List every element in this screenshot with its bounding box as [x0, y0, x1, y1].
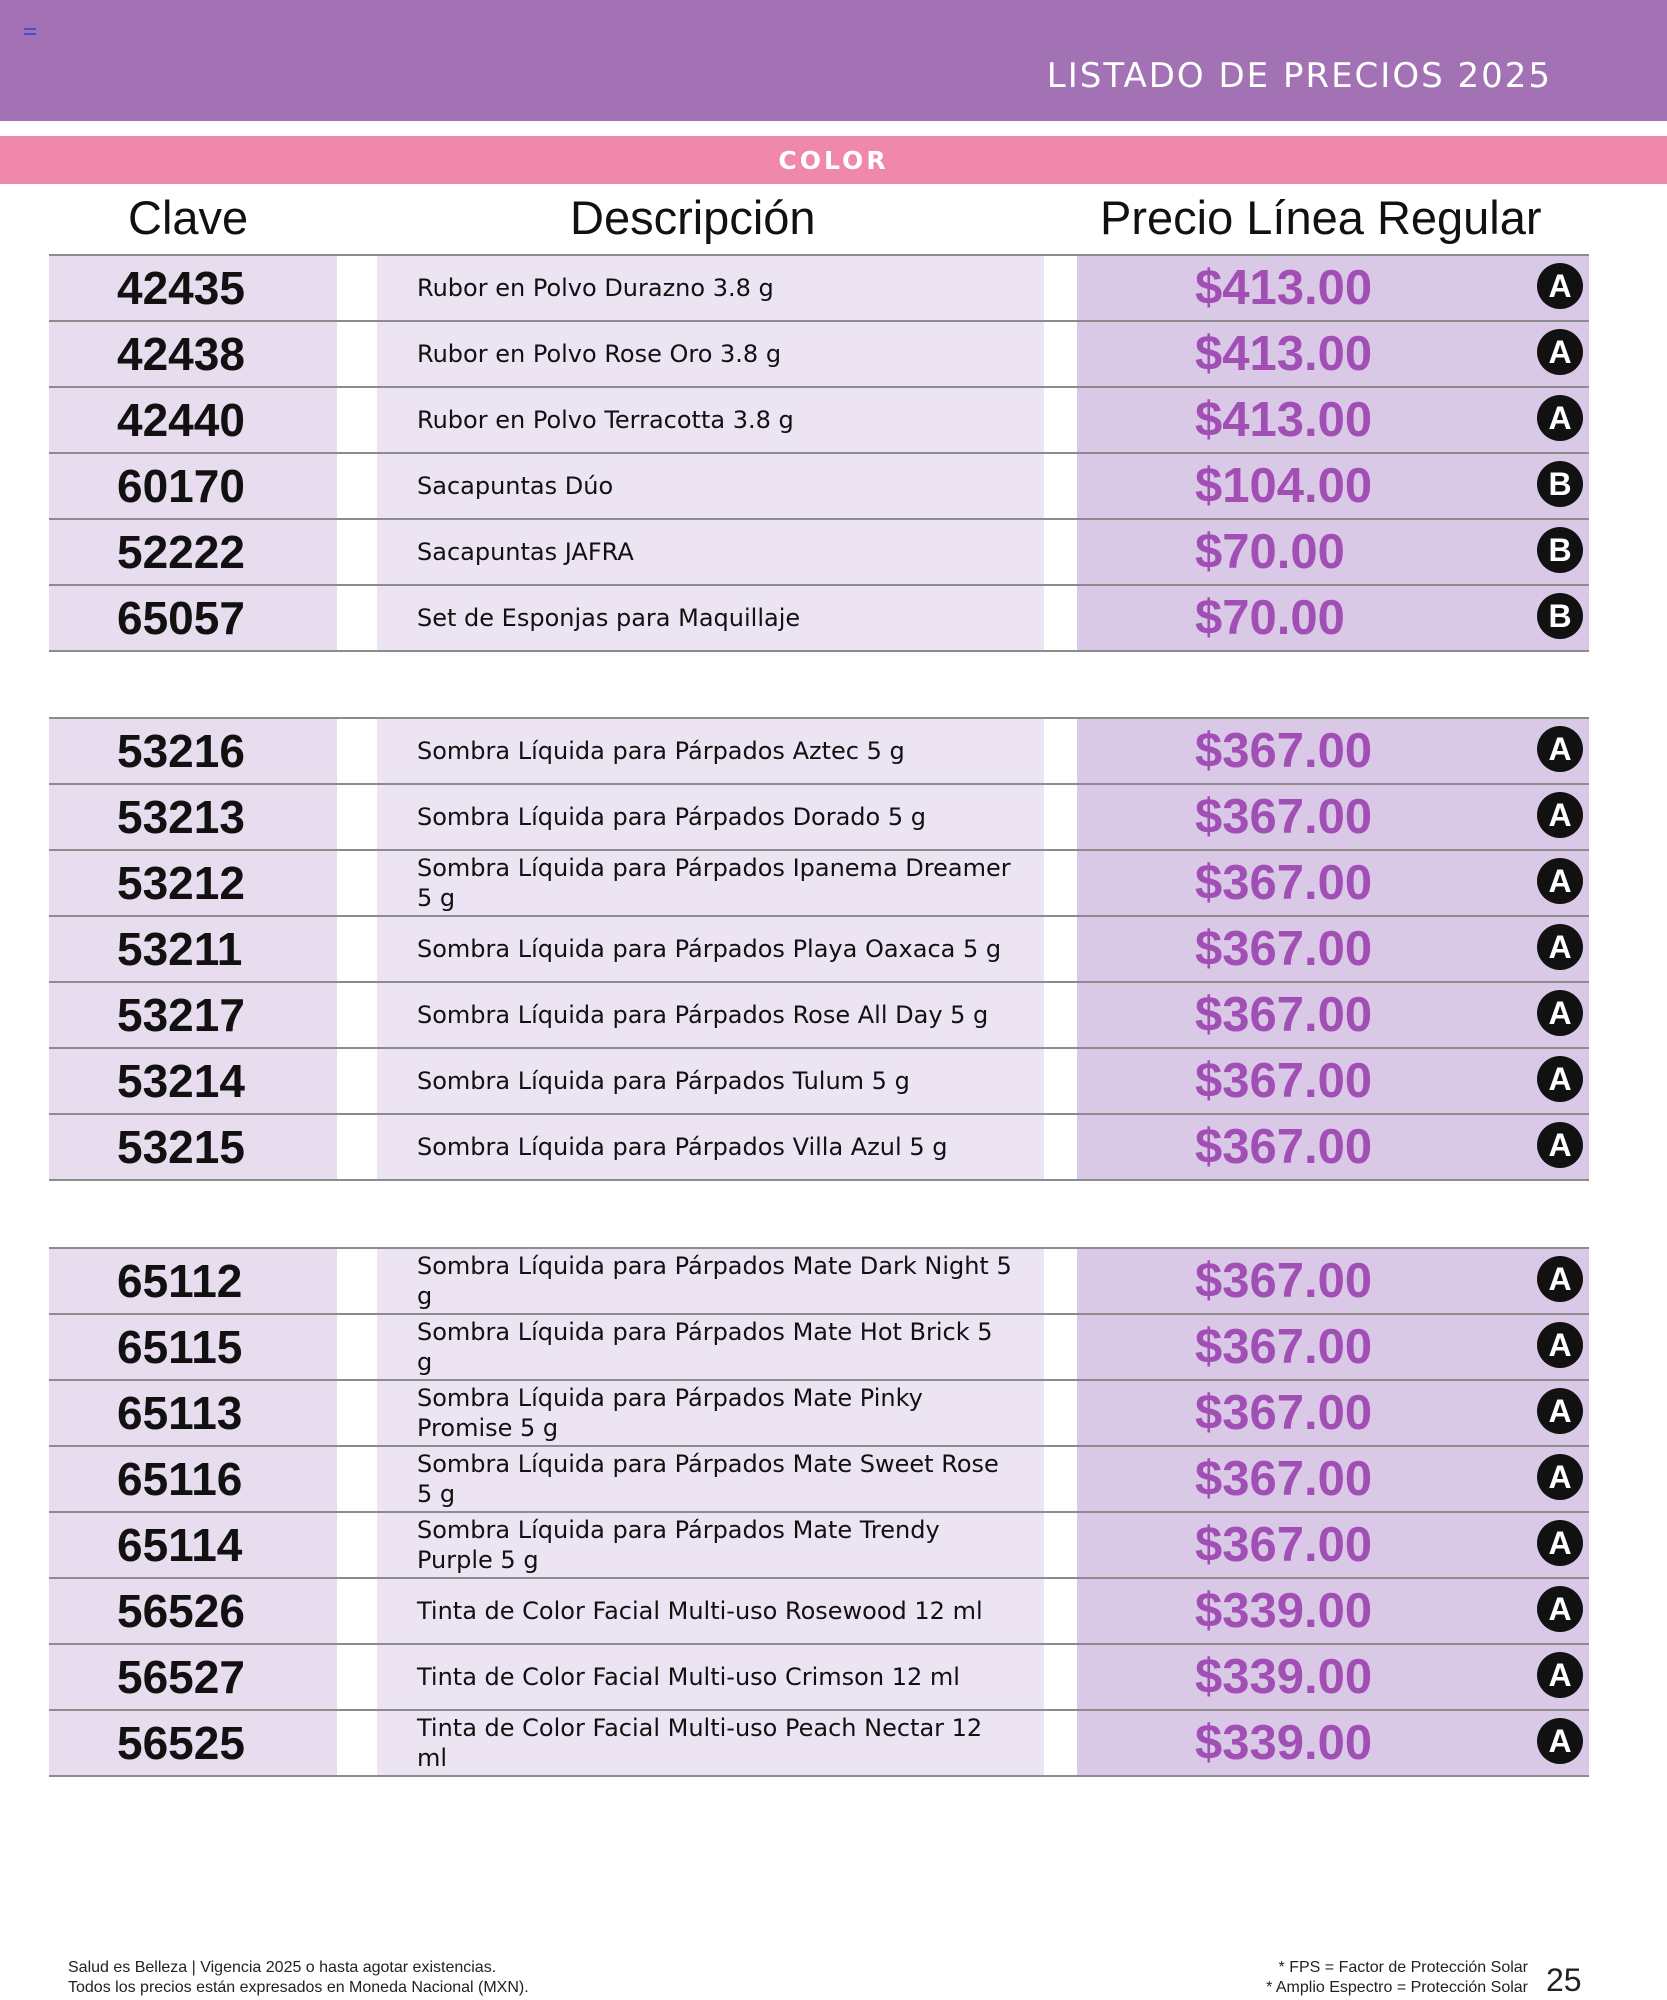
code-cell [49, 520, 337, 584]
code-cell [49, 851, 337, 915]
table-row [49, 1447, 1589, 1513]
description-cell [377, 1711, 1044, 1775]
section-label: COLOR [778, 145, 889, 175]
category-badge: A [1537, 1520, 1583, 1566]
description-cell [377, 1115, 1044, 1179]
description-cell [377, 719, 1044, 783]
table-row [49, 1711, 1589, 1777]
table-row [49, 785, 1589, 851]
table-row [49, 520, 1589, 586]
description-cell [377, 1513, 1044, 1577]
code-cell [49, 1249, 337, 1313]
table-row [49, 1315, 1589, 1381]
code-cell [49, 454, 337, 518]
category-badge: A [1537, 726, 1583, 772]
category-badge: A [1537, 1388, 1583, 1434]
price-cell [1077, 983, 1589, 1047]
product-code: 65115 [117, 1321, 243, 1373]
product-price: $104.00 [1195, 459, 1373, 513]
description-cell [377, 983, 1044, 1047]
product-code: 42435 [117, 262, 245, 314]
table-row [49, 322, 1589, 388]
code-cell [49, 785, 337, 849]
category-badge: A [1537, 924, 1583, 970]
price-cell [1077, 851, 1589, 915]
table-row [49, 917, 1589, 983]
code-cell [49, 388, 337, 452]
product-code: 56526 [117, 1585, 245, 1637]
column-header-descripcion: Descripción [570, 191, 816, 244]
product-price: $339.00 [1195, 1716, 1373, 1770]
product-price: $339.00 [1195, 1650, 1373, 1704]
page-number: 25 [1546, 1962, 1582, 1998]
price-cell [1077, 1381, 1589, 1445]
product-code: 52222 [117, 526, 245, 578]
product-description: Set de Esponjas para Maquillaje [417, 604, 801, 632]
code-cell [49, 1447, 337, 1511]
product-description: Sombra Líquida para Párpados Mate Trendy Purple 5 g [417, 1516, 940, 1574]
footer-legend [1266, 1958, 1528, 1998]
code-cell [49, 1115, 337, 1179]
code-cell [49, 322, 337, 386]
table-row [49, 388, 1589, 454]
product-group-3 [49, 1247, 1589, 1777]
price-cell [1077, 1645, 1589, 1709]
table-row [49, 1115, 1589, 1181]
page-title: LISTADO DE PRECIOS 2025 [1046, 56, 1552, 96]
table-row [49, 1381, 1589, 1447]
product-description: Sombra Líquida para Párpados Villa Azul 5 g [417, 1133, 948, 1161]
price-cell [1077, 454, 1589, 518]
table-row [49, 1579, 1589, 1645]
product-code: 53212 [117, 857, 245, 909]
category-badge: A [1537, 990, 1583, 1036]
description-cell [377, 851, 1044, 915]
table-row [49, 1049, 1589, 1115]
product-description: Tinta de Color Facial Multi-uso Crimson 12 ml [417, 1663, 960, 1691]
description-cell [377, 520, 1044, 584]
product-price: $367.00 [1195, 988, 1373, 1042]
price-cell [1077, 917, 1589, 981]
description-cell [377, 322, 1044, 386]
code-cell [49, 1513, 337, 1577]
category-badge: A [1537, 263, 1583, 309]
price-cell [1077, 1115, 1589, 1179]
description-cell [377, 1049, 1044, 1113]
footer-validity-line: Salud es Belleza | Vigencia 2025 o hasta agotar existencias. [68, 1959, 497, 1976]
product-description: Sacapuntas Dúo [417, 472, 614, 500]
product-price: $367.00 [1195, 856, 1373, 910]
product-price: $413.00 [1195, 327, 1373, 381]
product-price: $367.00 [1195, 922, 1373, 976]
code-cell [49, 1381, 337, 1445]
description-cell [377, 1315, 1044, 1379]
price-cell [1077, 719, 1589, 783]
product-code: 53211 [117, 923, 243, 975]
code-cell [49, 1645, 337, 1709]
product-price: $70.00 [1195, 591, 1345, 645]
description-cell [377, 1381, 1044, 1445]
column-header-precio: Precio Línea Regular [1100, 191, 1542, 244]
category-badge: A [1537, 1718, 1583, 1764]
column-header-clave: Clave [128, 191, 249, 244]
code-cell [49, 719, 337, 783]
price-cell [1077, 1513, 1589, 1577]
product-code: 60170 [117, 460, 245, 512]
price-cell [1077, 1049, 1589, 1113]
product-group-1 [49, 254, 1589, 652]
category-badge: B [1537, 593, 1583, 639]
price-cell [1077, 1711, 1589, 1775]
price-cell [1077, 520, 1589, 584]
footer-currency-line: Todos los precios están expresados en Moneda Nacional (MXN). [68, 1979, 529, 1996]
product-code: 65114 [117, 1519, 243, 1571]
description-cell [377, 785, 1044, 849]
product-code: 56525 [117, 1717, 245, 1769]
price-cell [1077, 322, 1589, 386]
product-description: Sombra Líquida para Párpados Aztec 5 g [417, 737, 905, 765]
product-code: 65112 [117, 1255, 243, 1307]
product-price: $367.00 [1195, 1320, 1373, 1374]
product-description: Sacapuntas JAFRA [417, 538, 634, 566]
product-description: Rubor en Polvo Rose Oro 3.8 g [417, 340, 782, 368]
price-cell [1077, 1315, 1589, 1379]
product-price: $367.00 [1195, 1054, 1373, 1108]
product-price: $413.00 [1195, 393, 1373, 447]
product-code: 65057 [117, 592, 245, 644]
product-price: $413.00 [1195, 261, 1373, 315]
product-description: Sombra Líquida para Párpados Mate Sweet Rose 5 g [417, 1450, 999, 1508]
product-description: Rubor en Polvo Terracotta 3.8 g [417, 406, 794, 434]
description-cell [377, 586, 1044, 650]
product-price: $367.00 [1195, 1120, 1373, 1174]
price-cell [1077, 1579, 1589, 1643]
product-description: Tinta de Color Facial Multi-uso Peach Nectar 12 ml [417, 1714, 983, 1772]
code-cell [49, 917, 337, 981]
table-row [49, 983, 1589, 1049]
price-cell [1077, 1249, 1589, 1313]
product-price: $367.00 [1195, 1452, 1373, 1506]
category-badge: A [1537, 329, 1583, 375]
category-badge: A [1537, 1586, 1583, 1632]
product-code: 53213 [117, 791, 245, 843]
description-cell [377, 256, 1044, 320]
table-row [49, 454, 1589, 520]
table-row [49, 1249, 1589, 1315]
code-cell [49, 1579, 337, 1643]
price-cell [1077, 256, 1589, 320]
code-cell [49, 1315, 337, 1379]
price-cell [1077, 388, 1589, 452]
table-row [49, 851, 1589, 917]
category-badge: A [1537, 395, 1583, 441]
product-price: $367.00 [1195, 1386, 1373, 1440]
product-description: Rubor en Polvo Durazno 3.8 g [417, 274, 774, 302]
product-price: $367.00 [1195, 790, 1373, 844]
product-description: Sombra Líquida para Párpados Playa Oaxaca 5 g [417, 935, 1002, 963]
product-price: $367.00 [1195, 724, 1373, 778]
product-code: 53216 [117, 725, 245, 777]
category-badge: A [1537, 792, 1583, 838]
description-cell [377, 454, 1044, 518]
table-row [49, 256, 1589, 322]
product-price: $339.00 [1195, 1584, 1373, 1638]
table-row [49, 586, 1589, 652]
product-description: Sombra Líquida para Párpados Mate Dark Night 5 g [417, 1252, 1012, 1310]
product-description: Tinta de Color Facial Multi-uso Rosewood 12 ml [417, 1597, 983, 1625]
section-band [0, 136, 1667, 184]
code-cell [49, 256, 337, 320]
product-description: Sombra Líquida para Párpados Dorado 5 g [417, 803, 926, 831]
product-group-2 [49, 717, 1589, 1181]
product-price: $367.00 [1195, 1518, 1373, 1572]
category-badge: B [1537, 461, 1583, 507]
table-row [49, 1645, 1589, 1711]
code-cell [49, 983, 337, 1047]
category-badge: A [1537, 858, 1583, 904]
footer-spectrum-line: * Amplio Espectro = Protección Solar [1266, 1979, 1528, 1996]
product-code: 53215 [117, 1121, 245, 1173]
product-code: 42440 [117, 394, 245, 446]
product-description: Sombra Líquida para Párpados Mate Hot Brick 5 g [417, 1318, 993, 1376]
product-code: 65116 [117, 1453, 243, 1505]
product-code: 65113 [117, 1387, 243, 1439]
description-cell [377, 1249, 1044, 1313]
product-description: Sombra Líquida para Párpados Rose All Day 5 g [417, 1001, 989, 1029]
category-badge: A [1537, 1454, 1583, 1500]
price-cell [1077, 1447, 1589, 1511]
product-code: 56527 [117, 1651, 245, 1703]
category-badge: A [1537, 1056, 1583, 1102]
price-cell [1077, 785, 1589, 849]
description-cell [377, 917, 1044, 981]
category-badge: A [1537, 1652, 1583, 1698]
header-band [0, 0, 1667, 121]
code-cell [49, 586, 337, 650]
description-cell [377, 1447, 1044, 1511]
product-price: $367.00 [1195, 1254, 1373, 1308]
code-cell [49, 1711, 337, 1775]
product-code: 42438 [117, 328, 245, 380]
column-headers [0, 190, 1667, 254]
menu-icon [24, 28, 36, 35]
price-cell [1077, 586, 1589, 650]
category-badge: B [1537, 527, 1583, 573]
product-code: 53214 [117, 1055, 245, 1107]
footer-fps-line: * FPS = Factor de Protección Solar [1278, 1959, 1528, 1976]
category-badge: A [1537, 1122, 1583, 1168]
footer-note [68, 1958, 529, 1998]
category-badge: A [1537, 1322, 1583, 1368]
description-cell [377, 388, 1044, 452]
product-description: Sombra Líquida para Párpados Tulum 5 g [417, 1067, 910, 1095]
code-cell [49, 1049, 337, 1113]
description-cell [377, 1645, 1044, 1709]
product-price: $70.00 [1195, 525, 1345, 579]
table-row [49, 1513, 1589, 1579]
product-description: Sombra Líquida para Párpados Ipanema Dreamer 5 g [417, 854, 1011, 912]
product-description: Sombra Líquida para Párpados Mate Pinky Promise 5 g [417, 1384, 923, 1442]
description-cell [377, 1579, 1044, 1643]
table-row [49, 719, 1589, 785]
category-badge: A [1537, 1256, 1583, 1302]
product-code: 53217 [117, 989, 245, 1041]
